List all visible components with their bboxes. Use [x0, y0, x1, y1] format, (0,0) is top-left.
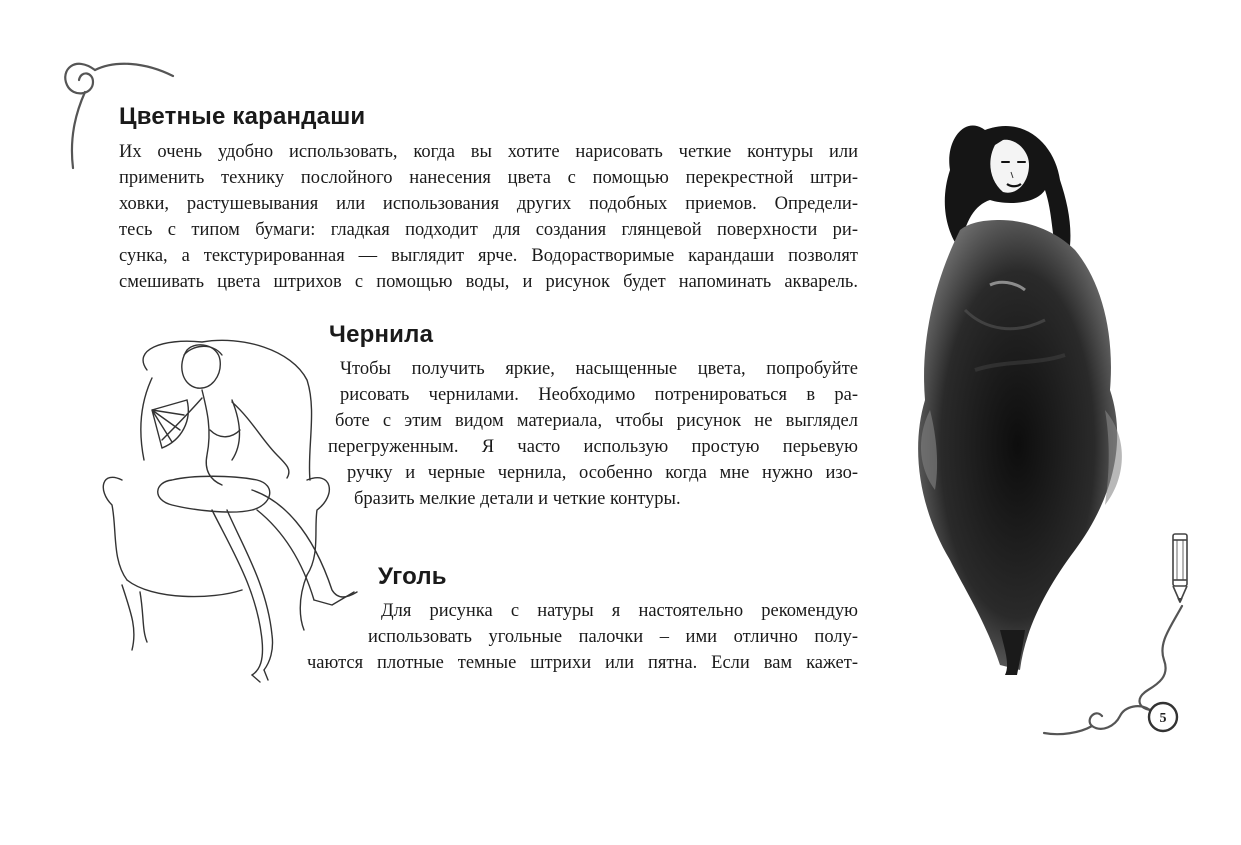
text-line: смешивать цвета штрихов с помощью воды, и рисунок будет напоминать акварель. [119, 272, 858, 292]
text-line: использовать угольные палочки – ими отлично полу- [368, 627, 858, 647]
text-line: рисовать чернилами. Необходимо потренироваться в ра- [340, 385, 858, 405]
text-line: ручку и черные чернила, особенно когда мне нужно изо- [347, 463, 858, 483]
text-line: сунка, а текстурированная — выглядит ярче. Водорастворимые карандаши позволят [119, 246, 858, 266]
text-line: бразить мелкие детали и четкие контуры. [354, 489, 681, 509]
section-title-ink: Чернила [329, 321, 434, 348]
text-line: Для рисунка с натуры я настоятельно рекомендую [381, 601, 858, 621]
text-line: боте с этим видом материала, чтобы рисунок не выглядел [335, 411, 858, 431]
text-line: перегруженным. Я часто использую простую перьевую [328, 437, 858, 457]
text-line: чаются плотные темные штрихи или пятна. Если вам кажет- [307, 653, 858, 673]
pencil-icon [1168, 528, 1194, 606]
ink-wash-woman-illustration [905, 110, 1145, 675]
text-line: Их очень удобно использовать, когда вы хотите нарисовать четкие контуры или [119, 142, 858, 162]
text-line: тесь с типом бумаги: гладкая подходит для создания глянцевой поверхности ри- [119, 220, 858, 240]
page-number: 5 [1159, 711, 1167, 726]
text-line: применить технику послойного нанесения цвета с помощью перекрестной штри- [119, 168, 858, 188]
section-title-colored-pencils: Цветные карандаши [119, 103, 366, 130]
text-line: ховки, растушевывания или использования других подобных приемов. Определи- [119, 194, 858, 214]
armchair-woman-illustration [92, 330, 362, 685]
page-number-badge [1149, 703, 1177, 731]
section-title-charcoal: Уголь [378, 563, 447, 590]
text-line: Чтобы получить яркие, насыщенные цвета, попробуйте [340, 359, 858, 379]
